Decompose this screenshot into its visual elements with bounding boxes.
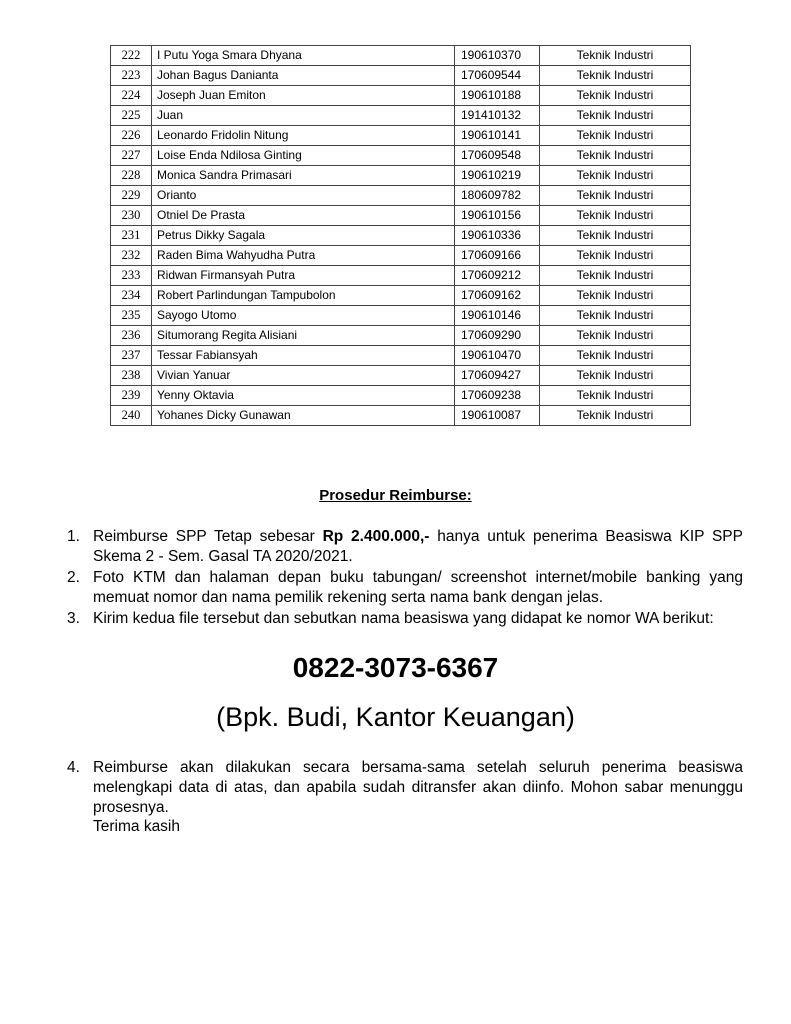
scholarship-recipient-table bbox=[110, 45, 691, 426]
row-number: 240 bbox=[111, 406, 152, 426]
row-number: 223 bbox=[111, 66, 152, 86]
study-program: Teknik Industri bbox=[540, 226, 691, 246]
student-name: Monica Sandra Primasari bbox=[152, 166, 455, 186]
student-id: 170609290 bbox=[455, 326, 540, 346]
student-name: Leonardo Fridolin Nitung bbox=[152, 126, 455, 146]
table-row bbox=[111, 206, 691, 226]
study-program: Teknik Industri bbox=[540, 406, 691, 426]
study-program: Teknik Industri bbox=[540, 206, 691, 226]
student-id: 190610146 bbox=[455, 306, 540, 326]
study-program: Teknik Industri bbox=[540, 86, 691, 106]
study-program: Teknik Industri bbox=[540, 166, 691, 186]
step-number: 3. bbox=[67, 610, 80, 627]
table-row bbox=[111, 306, 691, 326]
table-row bbox=[111, 66, 691, 86]
student-name: Tessar Fabiansyah bbox=[152, 346, 455, 366]
procedure-step-4 bbox=[67, 758, 743, 818]
table-row bbox=[111, 146, 691, 166]
student-id: 190610336 bbox=[455, 226, 540, 246]
study-program: Teknik Industri bbox=[540, 186, 691, 206]
procedure-step-2 bbox=[67, 568, 743, 608]
row-number: 227 bbox=[111, 146, 152, 166]
student-name: Situmorang Regita Alisiani bbox=[152, 326, 455, 346]
closing-text: Terima kasih bbox=[93, 818, 180, 835]
student-name: Johan Bagus Danianta bbox=[152, 66, 455, 86]
student-id: 190610370 bbox=[455, 46, 540, 66]
row-number: 239 bbox=[111, 386, 152, 406]
table-row bbox=[111, 246, 691, 266]
student-id: 190610188 bbox=[455, 86, 540, 106]
student-id: 170609548 bbox=[455, 146, 540, 166]
step-1-text-after: hanya untuk penerima Beasiswa KIP SPP Skema 2 - Sem. Gasal TA 2020/2021. bbox=[93, 528, 743, 565]
student-id: 170609544 bbox=[455, 66, 540, 86]
procedure-steps-top bbox=[67, 527, 743, 629]
study-program: Teknik Industri bbox=[540, 106, 691, 126]
row-number: 230 bbox=[111, 206, 152, 226]
row-number: 236 bbox=[111, 326, 152, 346]
table-row bbox=[111, 166, 691, 186]
procedure-steps-bottom bbox=[67, 758, 743, 818]
table-row bbox=[111, 106, 691, 126]
row-number: 228 bbox=[111, 166, 152, 186]
reimburse-amount: Rp 2.400.000,- bbox=[322, 528, 430, 545]
table-row bbox=[111, 386, 691, 406]
student-name: Raden Bima Wahyudha Putra bbox=[152, 246, 455, 266]
student-name: Joseph Juan Emiton bbox=[152, 86, 455, 106]
student-name: Loise Enda Ndilosa Ginting bbox=[152, 146, 455, 166]
student-id: 170609212 bbox=[455, 266, 540, 286]
procedure-step-1 bbox=[67, 527, 743, 567]
student-name: Sayogo Utomo bbox=[152, 306, 455, 326]
step-number: 1. bbox=[67, 528, 80, 545]
study-program: Teknik Industri bbox=[540, 366, 691, 386]
row-number: 238 bbox=[111, 366, 152, 386]
student-id: 170609166 bbox=[455, 246, 540, 266]
row-number: 233 bbox=[111, 266, 152, 286]
row-number: 222 bbox=[111, 46, 152, 66]
step-3-text: Kirim kedua file tersebut dan sebutkan nama beasiswa yang didapat ke nomor WA berikut: bbox=[93, 610, 714, 627]
study-program: Teknik Industri bbox=[540, 126, 691, 146]
student-name: Yenny Oktavia bbox=[152, 386, 455, 406]
row-number: 232 bbox=[111, 246, 152, 266]
table-row bbox=[111, 266, 691, 286]
procedure-title: Prosedur Reimburse: bbox=[319, 487, 472, 504]
study-program: Teknik Industri bbox=[540, 306, 691, 326]
study-program: Teknik Industri bbox=[540, 286, 691, 306]
row-number: 235 bbox=[111, 306, 152, 326]
study-program: Teknik Industri bbox=[540, 66, 691, 86]
student-name: Robert Parlindungan Tampubolon bbox=[152, 286, 455, 306]
student-name: Otniel De Prasta bbox=[152, 206, 455, 226]
row-number: 229 bbox=[111, 186, 152, 206]
study-program: Teknik Industri bbox=[540, 46, 691, 66]
table-row bbox=[111, 86, 691, 106]
table-row bbox=[111, 406, 691, 426]
table-row bbox=[111, 366, 691, 386]
whatsapp-number: 0822-3073-6367 bbox=[292, 652, 499, 683]
table-row bbox=[111, 346, 691, 366]
student-name: Ridwan Firmansyah Putra bbox=[152, 266, 455, 286]
step-number: 4. bbox=[67, 759, 80, 776]
student-name: Orianto bbox=[152, 186, 455, 206]
student-name: Juan bbox=[152, 106, 455, 126]
student-id: 190610141 bbox=[455, 126, 540, 146]
student-id: 180609782 bbox=[455, 186, 540, 206]
student-id: 190610470 bbox=[455, 346, 540, 366]
contact-person: (Bpk. Budi, Kantor Keuangan) bbox=[216, 702, 575, 732]
row-number: 225 bbox=[111, 106, 152, 126]
table-row bbox=[111, 226, 691, 246]
study-program: Teknik Industri bbox=[540, 266, 691, 286]
table-row bbox=[111, 186, 691, 206]
student-id: 191410132 bbox=[455, 106, 540, 126]
student-id: 190610156 bbox=[455, 206, 540, 226]
row-number: 231 bbox=[111, 226, 152, 246]
student-name: Petrus Dikky Sagala bbox=[152, 226, 455, 246]
table-body bbox=[111, 46, 691, 426]
student-id: 170609238 bbox=[455, 386, 540, 406]
student-id: 190610219 bbox=[455, 166, 540, 186]
row-number: 237 bbox=[111, 346, 152, 366]
step-4-text: Reimburse akan dilakukan secara bersama-sama setelah seluruh penerima beasiswa melengkapi data di atas, dan apabila sudah ditransfer akan diinfo. Mohon sabar menunggu prosesnya. bbox=[93, 759, 743, 816]
table-row bbox=[111, 126, 691, 146]
student-name: Yohanes Dicky Gunawan bbox=[152, 406, 455, 426]
table-row bbox=[111, 286, 691, 306]
student-name: I Putu Yoga Smara Dhyana bbox=[152, 46, 455, 66]
student-id: 170609162 bbox=[455, 286, 540, 306]
table-row bbox=[111, 326, 691, 346]
row-number: 234 bbox=[111, 286, 152, 306]
study-program: Teknik Industri bbox=[540, 386, 691, 406]
study-program: Teknik Industri bbox=[540, 146, 691, 166]
student-name: Vivian Yanuar bbox=[152, 366, 455, 386]
row-number: 224 bbox=[111, 86, 152, 106]
procedure-step-3 bbox=[67, 609, 743, 629]
table-row bbox=[111, 46, 691, 66]
step-number: 2. bbox=[67, 569, 80, 586]
student-id: 190610087 bbox=[455, 406, 540, 426]
study-program: Teknik Industri bbox=[540, 346, 691, 366]
step-2-text: Foto KTM dan halaman depan buku tabungan/ screenshot internet/mobile banking yang memuat nomor dan nama pemilik rekening serta nama bank dengan jelas. bbox=[93, 569, 743, 606]
student-id: 170609427 bbox=[455, 366, 540, 386]
study-program: Teknik Industri bbox=[540, 326, 691, 346]
study-program: Teknik Industri bbox=[540, 246, 691, 266]
step-1-text-before: Reimburse SPP Tetap sebesar bbox=[93, 528, 323, 545]
row-number: 226 bbox=[111, 126, 152, 146]
